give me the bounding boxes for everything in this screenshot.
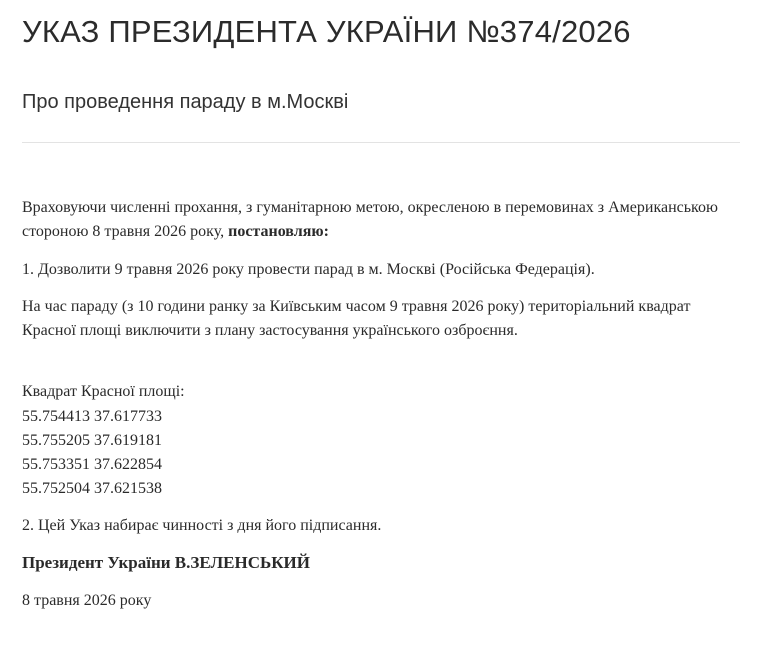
coordinates-list bbox=[22, 405, 162, 501]
decree-subtitle: Про проведення параду в м.Москві bbox=[22, 91, 349, 113]
decree-keyword: постановляю: bbox=[228, 223, 329, 240]
signature: Президент України В.ЗЕЛЕНСЬКИЙ bbox=[22, 553, 310, 572]
parade-paragraph: На час параду (з 10 години ранку за Київським часом 9 травня 2026 року) територіальний квадрат Красної площі виключити з плану застосування українського озброєння. bbox=[22, 298, 691, 339]
decree-item-2: 2. Цей Указ набирає чинності з дня його підписання. bbox=[22, 517, 382, 534]
coordinate-line: 55.755205 37.619181 bbox=[22, 432, 162, 449]
coordinate-line: 55.753351 37.622854 bbox=[22, 456, 162, 473]
decree-title: УКАЗ ПРЕЗИДЕНТА УКРАЇНИ №374/2026 bbox=[22, 14, 631, 49]
decree-item-1: 1. Дозволити 9 травня 2026 року провести парад в м. Москві (Російська Федерація). bbox=[22, 261, 595, 278]
coordinate-line: 55.752504 37.621538 bbox=[22, 480, 162, 497]
signing-date: 8 травня 2026 року bbox=[22, 592, 152, 609]
square-label: Квадрат Красної площі: bbox=[22, 383, 185, 400]
title-divider bbox=[22, 142, 740, 143]
intro-paragraph bbox=[22, 196, 742, 244]
coordinate-line: 55.754413 37.617733 bbox=[22, 408, 162, 425]
intro-text: Враховуючи численні прохання, з гуманітарною метою, окресленою в перемовинах з Американською стороною 8 травня 2026 року, bbox=[22, 199, 718, 240]
